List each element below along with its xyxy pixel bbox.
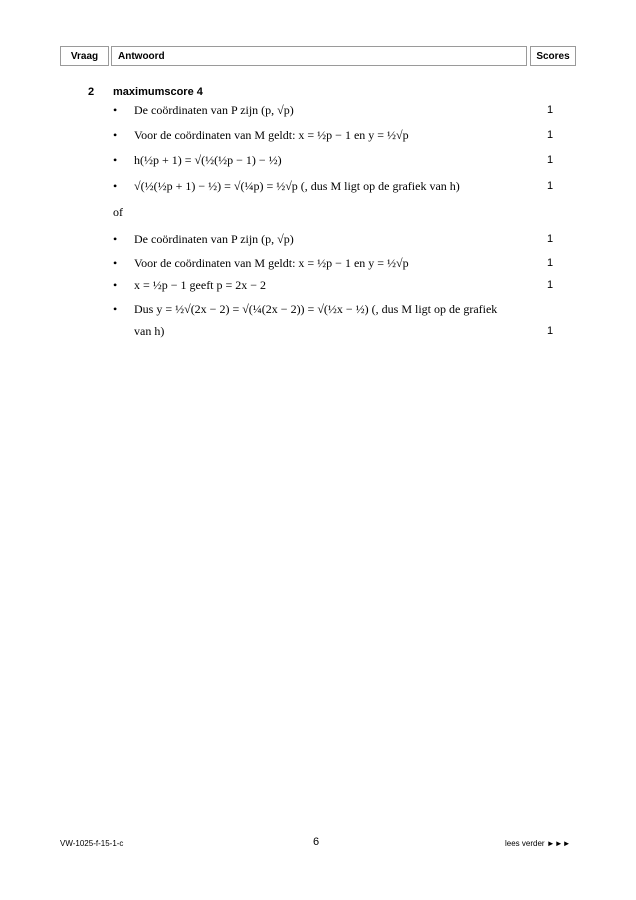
header-scores: Scores xyxy=(530,46,576,66)
step-text: De coördinaten van P zijn (p, √p) xyxy=(134,232,294,246)
step-score: 1 xyxy=(547,104,554,116)
header-vraag: Vraag xyxy=(60,46,109,66)
bullet: • xyxy=(113,128,118,142)
step-score: 1 xyxy=(547,129,554,141)
step-text: Dus y = ½√(2x − 2) = √(¼(2x − 2)) = √(½x − ½) (, dus M ligt op de grafiek xyxy=(134,302,498,316)
step-score: 1 xyxy=(547,154,554,166)
or-label: of xyxy=(113,205,123,219)
step-score: 1 xyxy=(547,257,554,269)
bullet: • xyxy=(113,256,118,270)
step-score: 1 xyxy=(547,279,554,291)
footer-code: VW-1025-f-15-1-c xyxy=(60,839,124,848)
bullet: • xyxy=(113,278,118,292)
bullet: • xyxy=(113,103,118,117)
step-text: Voor de coördinaten van M geldt: x = ½p − 1 en y = ½√p xyxy=(134,128,409,142)
footer-page-number: 6 xyxy=(313,836,320,848)
bullet: • xyxy=(113,232,118,246)
step-text: Voor de coördinaten van M geldt: x = ½p − 1 en y = ½√p xyxy=(134,256,409,270)
question-number: 2 xyxy=(88,86,95,98)
step-text-continued: van h) xyxy=(134,324,165,338)
step-text: h(½p + 1) = √(½(½p − 1) − ½) xyxy=(134,153,282,167)
step-score: 1 xyxy=(547,180,554,192)
step-text: √(½(½p + 1) − ½) = √(¼p) = ½√p (, dus M ligt op de grafiek van h) xyxy=(134,179,460,193)
header-antwoord: Antwoord xyxy=(111,46,527,66)
question-title: maximumscore 4 xyxy=(113,86,203,98)
step-text: x = ½p − 1 geeft p = 2x − 2 xyxy=(134,278,267,292)
bullet: • xyxy=(113,302,118,316)
step-text: De coördinaten van P zijn (p, √p) xyxy=(134,103,294,117)
step-score: 1 xyxy=(547,233,554,245)
bullet: • xyxy=(113,153,118,167)
footer-next-link: lees verder ►►► xyxy=(505,839,571,848)
step-score: 1 xyxy=(547,325,554,337)
bullet: • xyxy=(113,179,118,193)
